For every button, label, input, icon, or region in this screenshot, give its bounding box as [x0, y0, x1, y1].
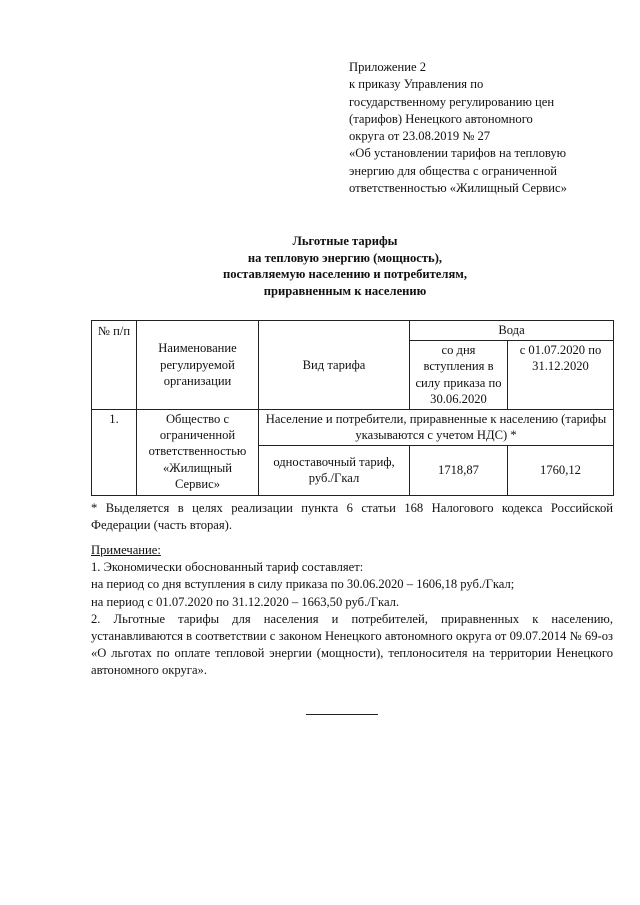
appendix-line: энергию для общества с ограниченной — [349, 163, 558, 178]
row-number: 1. — [92, 409, 137, 495]
header-organization: Наименование регулируемой организации — [137, 321, 259, 410]
note-item-1-line-1: на период со дня вступления в силу приказа по 30.06.2020 – 1606,18 руб./Гкал; — [91, 577, 515, 592]
document-title — [180, 233, 510, 299]
title-line: на тепловую энергию (мощность), — [247, 250, 443, 265]
row-group-label: Население и потребители, приравненные к населению (тарифы указываются с учетом НДС) * — [259, 409, 614, 445]
title-line: поставляемую населению и потребителям, — [222, 267, 468, 282]
note-item-2: 2. Льготные тарифы для населения и потребителей, приравненных к населению, устанавливаются в соответствии с законом Ненецкого автономного округа от 09.07.2014 № 69-оз «О льготах по оплате тепловой энергии (мощности), теплоносителя на территории Ненецкого автономного округа». — [91, 611, 613, 678]
appendix-line: ответственностью «Жилищный Сервис» — [349, 181, 567, 196]
row-value-1: 1718,87 — [410, 445, 508, 495]
appendix-line: государственному регулированию цен — [349, 94, 555, 109]
appendix-line: округа от 23.08.2019 № 27 — [349, 129, 491, 144]
header-period-1: со дня вступления в силу приказа по 30.06.2020 — [410, 341, 508, 410]
notes-heading: Примечание: — [91, 543, 161, 557]
header-number: № п/п — [92, 321, 137, 410]
row-tariff-type: одноставочный тариф, руб./Гкал — [259, 445, 410, 495]
row-organization: Общество с ограниченной ответственностью «Жилищный Сервис» — [137, 409, 259, 495]
closing-separator-line — [306, 714, 378, 715]
appendix-block — [349, 59, 609, 197]
appendix-line: Приложение 2 — [349, 60, 427, 74]
appendix-line: (тарифов) Ненецкого автономного — [349, 111, 533, 126]
appendix-line: к приказу Управления по — [349, 77, 484, 92]
header-period-2: с 01.07.2020 по 31.12.2020 — [508, 341, 614, 410]
header-group-water: Вода — [410, 321, 614, 341]
row-value-2: 1760,12 — [508, 445, 614, 495]
header-tariff-type: Вид тарифа — [259, 321, 410, 410]
footnote: * Выделяется в целях реализации пункта 6 статьи 168 Налогового кодекса Российской Федерации (часть вторая). — [91, 501, 613, 532]
appendix-line: «Об установлении тарифов на тепловую — [349, 146, 567, 161]
title-line: Льготные тарифы — [292, 234, 398, 248]
note-item-1-line-2: на период с 01.07.2020 по 31.12.2020 – 1663,50 руб./Гкал. — [91, 594, 400, 609]
title-line: приравненным к населению — [263, 283, 427, 298]
tariff-table — [91, 320, 614, 496]
note-item-1-title: 1. Экономически обоснованный тариф составляет: — [91, 560, 364, 575]
notes-block — [91, 542, 613, 680]
